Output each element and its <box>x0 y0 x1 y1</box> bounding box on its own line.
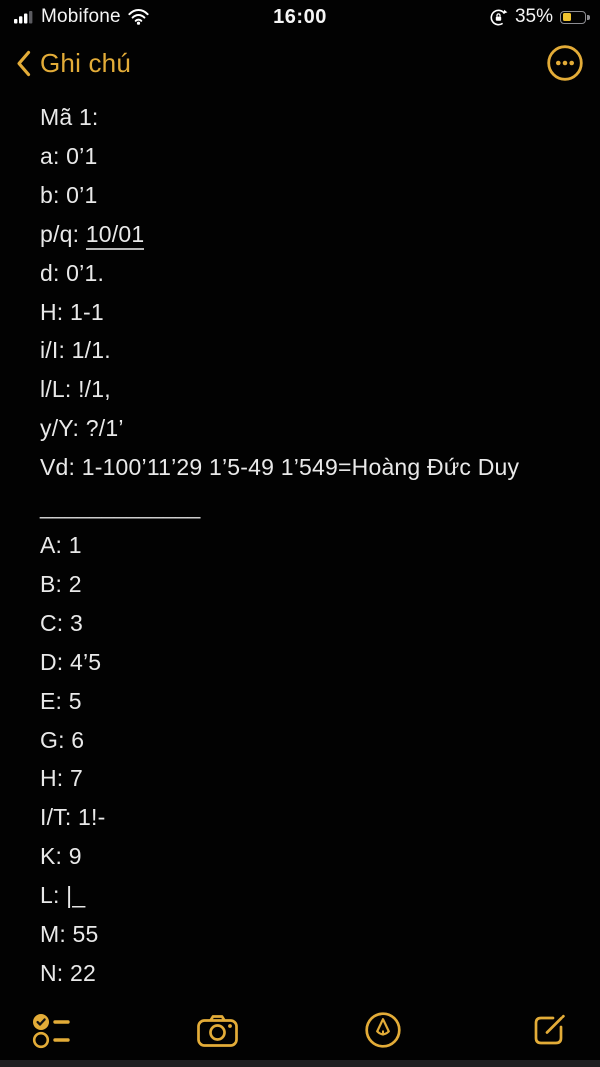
camera-icon <box>197 1014 238 1047</box>
wifi-icon <box>128 9 149 25</box>
status-left-cluster <box>14 6 149 28</box>
more-options-button[interactable] <box>546 44 584 82</box>
home-indicator-strip <box>0 1060 600 1067</box>
note-line: d: 0’1. <box>40 259 105 286</box>
compose-icon <box>531 1012 568 1049</box>
note-line: y/Y: ?/1’ <box>40 415 124 442</box>
status-right-cluster <box>489 6 586 28</box>
detected-date-link[interactable]: 10/01 <box>86 221 145 250</box>
note-line <box>40 215 588 254</box>
markup-icon <box>364 1011 402 1049</box>
note-line-prefix: p/q: <box>40 220 86 247</box>
note-line: I/T: 1!- <box>40 804 106 831</box>
battery-percent-label: 35% <box>514 6 553 27</box>
note-line: C: 3 <box>40 609 83 636</box>
back-button-label: Ghi chú <box>40 47 132 78</box>
checklist-icon <box>32 1012 70 1049</box>
note-line: N: 22 <box>40 959 96 986</box>
compose-button[interactable] <box>526 1007 572 1053</box>
note-line: K: 9 <box>40 843 82 870</box>
note-line: A: 1 <box>40 531 82 558</box>
clock: 16:00 <box>273 6 327 28</box>
note-line: L: |_ <box>40 882 86 909</box>
note-separator-line: _____________ <box>40 493 200 520</box>
navigation-bar <box>0 36 600 90</box>
note-line: Vd: 1-100’11’29 1’5-49 1’549=Hoàng Đức Duy <box>40 454 520 481</box>
back-button[interactable] <box>16 48 131 79</box>
battery-fill <box>563 13 571 21</box>
note-line: H: 1-1 <box>40 298 104 325</box>
note-line: b: 0’1 <box>40 181 98 208</box>
note-line: G: 6 <box>40 726 85 753</box>
markup-button[interactable] <box>360 1007 406 1053</box>
note-line: l/L: !/1, <box>40 376 111 403</box>
note-line: Mã 1: <box>40 104 99 130</box>
battery-icon <box>560 11 586 24</box>
note-line: M: 55 <box>40 921 99 948</box>
note-line: E: 5 <box>40 687 82 714</box>
ellipsis-circle-icon <box>546 44 584 82</box>
checklist-button[interactable] <box>28 1007 74 1053</box>
note-line: B: 2 <box>40 570 82 597</box>
note-line: i/I: 1/1. <box>40 337 111 364</box>
battery-nub <box>587 15 590 20</box>
camera-button[interactable] <box>194 1007 240 1053</box>
orientation-lock-icon <box>489 8 508 27</box>
carrier-label: Mobifone <box>41 6 121 27</box>
cellular-signal-icon <box>14 10 34 24</box>
note-line: D: 4’5 <box>40 648 102 675</box>
note-line: H: 7 <box>40 765 83 792</box>
chevron-left-icon <box>16 50 31 77</box>
note-line: a: 0’1 <box>40 142 98 169</box>
note-body[interactable] <box>0 94 600 993</box>
status-bar <box>0 0 600 34</box>
bottom-toolbar <box>0 1000 600 1060</box>
